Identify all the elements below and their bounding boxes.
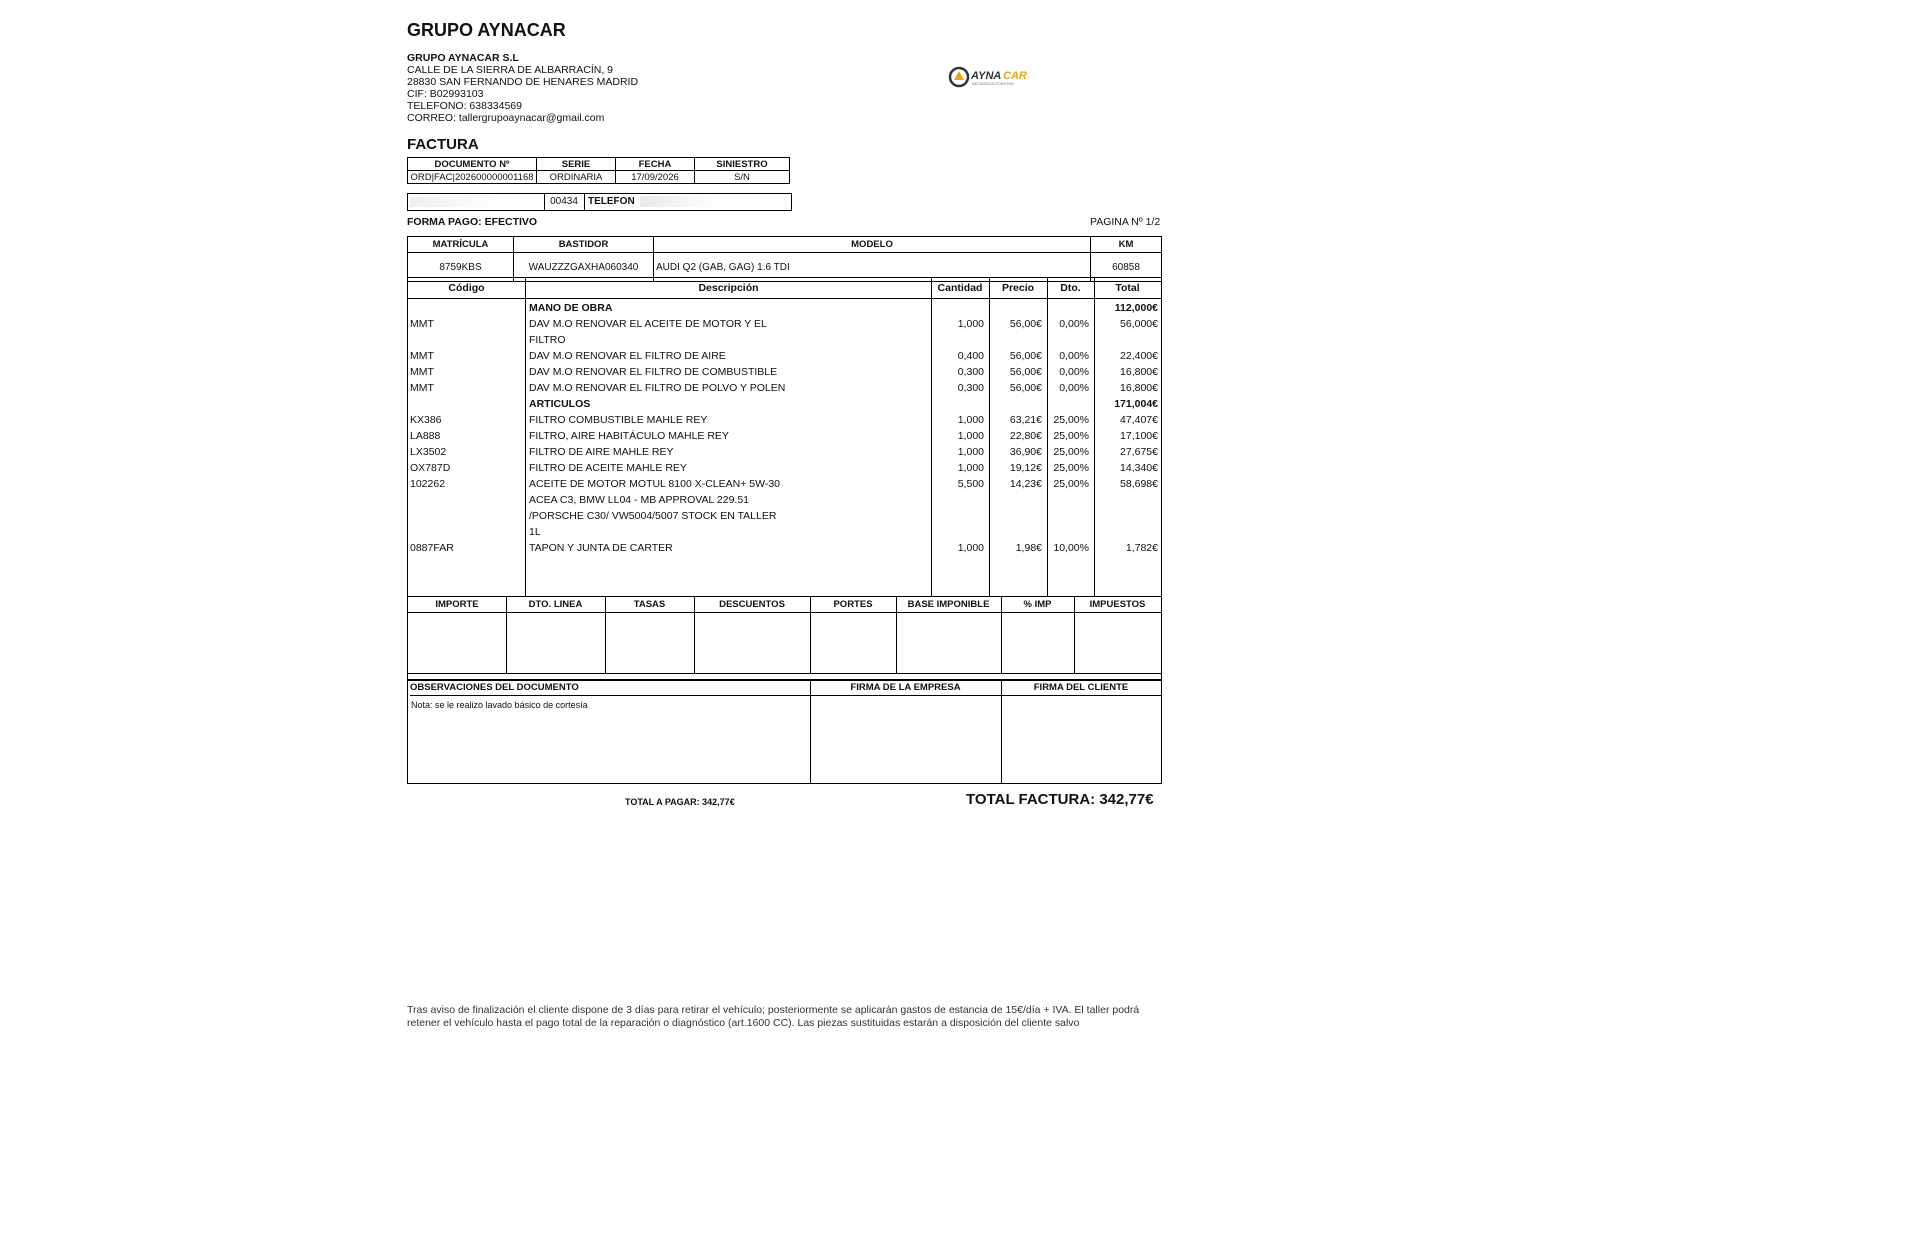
model-value: AUDI Q2 (GAB, GAG) 1.6 TDI xyxy=(654,253,1091,282)
item-description: FILTRO DE AIRE MAHLE REY xyxy=(529,446,674,458)
item-price: 56,00€ xyxy=(1009,350,1042,362)
line-item-row xyxy=(408,348,1161,364)
item-description: 1L xyxy=(529,526,541,538)
item-code: KX386 xyxy=(410,414,442,426)
item-total: 14,340€ xyxy=(1120,462,1158,474)
item-total: 112,000€ xyxy=(1114,302,1158,314)
client-phone-label: TELEFON xyxy=(588,196,635,207)
item-discount: 25,00% xyxy=(1053,414,1089,426)
item-total: 22,400€ xyxy=(1120,350,1158,362)
plate-value: 8759KBS xyxy=(408,253,514,282)
item-price: 19,12€ xyxy=(1009,462,1042,474)
item-quantity: 1,000 xyxy=(957,446,984,458)
doc-claim-header: SINIESTRO xyxy=(695,158,790,171)
item-discount: 10,00% xyxy=(1053,542,1089,554)
line-item-row xyxy=(408,460,1161,476)
item-total: 17,100€ xyxy=(1120,430,1158,442)
svg-text:CAR: CAR xyxy=(1003,70,1027,82)
item-discount: 25,00% xyxy=(1053,478,1089,490)
tax-percent-header: % IMP xyxy=(1001,597,1074,613)
item-total: 16,800€ xyxy=(1120,366,1158,378)
item-discount: 0,00% xyxy=(1059,382,1089,394)
line-item-row xyxy=(408,444,1161,460)
item-price: 63,21€ xyxy=(1009,414,1042,426)
company-signature-header: FIRMA DE LA EMPRESA xyxy=(810,680,1001,696)
item-code: OX787D xyxy=(410,462,451,474)
svg-text:MECÁNICA AUTOMOTRIZ: MECÁNICA AUTOMOTRIZ xyxy=(972,82,1015,86)
item-price: 14,23€ xyxy=(1009,478,1042,490)
doc-series: ORDINARIA xyxy=(537,171,616,184)
model-header: MODELO xyxy=(654,237,1091,253)
section-row xyxy=(408,396,1161,412)
item-description: ACEA C3, BMW LL04 - MB APPROVAL 229.51 xyxy=(529,494,750,506)
item-total: 171,004€ xyxy=(1114,398,1158,410)
doc-date-header: FECHA xyxy=(616,158,695,171)
document-title: FACTURA xyxy=(407,136,479,153)
invoice-lines xyxy=(407,277,1162,597)
footer-terms: Tras aviso de finalización el cliente dispone de 3 días para retirar el vehículo; posteriormente se aplicarán gastos de estancia de 15€/día + IVA. El taller podrá retener el vehículo hasta el pago total de la reparación o diagnóstico (art.1600 CC). Las piezas sustituidas estarán a disposición del cliente salvo xyxy=(407,1004,1140,1029)
importe-header: IMPORTE xyxy=(408,597,506,613)
doc-date: 17/09/2026 xyxy=(616,171,695,184)
client-code: 00434 xyxy=(550,196,578,207)
item-discount: 0,00% xyxy=(1059,350,1089,362)
description-header: Descripción xyxy=(526,278,931,299)
item-description: ACEITE DE MOTOR MOTUL 8100 X-CLEAN+ 5W-30 xyxy=(529,478,781,490)
line-item-row xyxy=(408,492,1161,508)
tax-base-header: BASE IMPONIBLE xyxy=(896,597,1001,613)
item-code: 0887FAR xyxy=(410,542,454,554)
company-info xyxy=(407,52,638,124)
doc-number: ORD|FAC|202600000001168 xyxy=(408,171,537,184)
item-quantity: 1,000 xyxy=(957,430,984,442)
item-quantity: 1,000 xyxy=(957,414,984,426)
client-bar xyxy=(407,193,792,211)
item-code: MMT xyxy=(410,350,434,362)
observations-section xyxy=(407,679,1162,784)
item-description: DAV M.O RENOVAR EL ACEITE DE MOTOR Y EL xyxy=(529,318,767,330)
company-title: GRUPO AYNACAR xyxy=(407,20,566,40)
line-item-row xyxy=(408,428,1161,444)
item-quantity: 0,300 xyxy=(957,366,984,378)
item-description: FILTRO, AIRE HABITÁCULO MAHLE REY xyxy=(529,430,729,442)
item-description: DAV M.O RENOVAR EL FILTRO DE AIRE xyxy=(529,350,726,362)
item-price: 56,00€ xyxy=(1009,382,1042,394)
document-info-table xyxy=(407,157,790,184)
item-code: 102262 xyxy=(410,478,446,490)
item-code: MMT xyxy=(410,366,434,378)
item-price: 56,00€ xyxy=(1009,318,1042,330)
item-quantity: 1,000 xyxy=(957,542,984,554)
item-quantity: 1,000 xyxy=(957,462,984,474)
logo-icon xyxy=(948,66,1040,88)
doc-series-header: SERIE xyxy=(537,158,616,171)
item-discount: 0,00% xyxy=(1059,366,1089,378)
company-cif: CIF: B02993103 xyxy=(407,88,484,100)
item-description: FILTRO DE ACEITE MAHLE REY xyxy=(529,462,687,474)
item-quantity: 0,400 xyxy=(957,350,984,362)
shipping-header: PORTES xyxy=(810,597,896,613)
item-code: LA888 xyxy=(410,430,441,442)
line-item-row xyxy=(408,524,1161,540)
company-name: GRUPO AYNACAR S.L xyxy=(407,52,519,64)
company-email: CORREO: tallergrupoaynacar@gmail.com xyxy=(407,112,605,124)
item-description: DAV M.O RENOVAR EL FILTRO DE POLVO Y POLEN xyxy=(529,382,786,394)
total-to-pay: TOTAL A PAGAR: 342,77€ xyxy=(625,797,735,807)
vin-header: BASTIDOR xyxy=(514,237,654,253)
taxes-header: TASAS xyxy=(605,597,694,613)
company-address-line1: CALLE DE LA SIERRA DE ALBARRACÍN, 9 xyxy=(407,64,614,76)
item-description: /PORSCHE C30/ VW5004/5007 STOCK EN TALLER xyxy=(529,510,777,522)
line-discount-header: DTO. LINEA xyxy=(506,597,605,613)
svg-text:AYNA: AYNA xyxy=(971,70,1002,82)
client-name-redacted xyxy=(408,194,545,210)
km-header: KM xyxy=(1091,237,1162,253)
divider xyxy=(584,194,585,210)
km-value: 60858 xyxy=(1091,253,1162,282)
price-header: Precio xyxy=(989,278,1047,299)
observations-header: OBSERVACIONES DEL DOCUMENTO xyxy=(410,680,810,696)
item-total: 1,782€ xyxy=(1125,542,1158,554)
company-address-line2: 28830 SAN FERNANDO DE HENARES MADRID xyxy=(407,76,639,88)
discounts-header: DESCUENTOS xyxy=(694,597,810,613)
item-discount: 25,00% xyxy=(1053,462,1089,474)
item-total: 16,800€ xyxy=(1120,382,1158,394)
item-discount: 0,00% xyxy=(1059,318,1089,330)
item-quantity: 0,300 xyxy=(957,382,984,394)
plate-header: MATRÍCULA xyxy=(408,237,514,253)
line-item-row xyxy=(408,332,1161,348)
item-quantity: 5,500 xyxy=(957,478,984,490)
item-description: FILTRO xyxy=(529,334,566,346)
line-item-row xyxy=(408,540,1161,556)
item-code: MMT xyxy=(410,318,434,330)
page-number: PAGINA Nº 1/2 xyxy=(1090,216,1161,228)
line-item-row xyxy=(408,508,1161,524)
item-discount: 25,00% xyxy=(1053,446,1089,458)
item-description: ARTICULOS xyxy=(529,398,591,410)
item-description: TAPON Y JUNTA DE CARTER xyxy=(529,542,673,554)
line-item-row xyxy=(408,412,1161,428)
line-item-row xyxy=(408,316,1161,332)
item-description: FILTRO COMBUSTIBLE MAHLE REY xyxy=(529,414,708,426)
item-total: 56,000€ xyxy=(1120,318,1158,330)
total-header: Total xyxy=(1094,278,1161,299)
line-item-row xyxy=(408,380,1161,396)
item-total: 27,675€ xyxy=(1120,446,1158,458)
item-price: 22,80€ xyxy=(1009,430,1042,442)
vehicle-table xyxy=(407,236,1162,282)
line-item-row xyxy=(408,476,1161,492)
company-logo xyxy=(948,66,1040,88)
section-row xyxy=(408,300,1161,316)
item-quantity: 1,000 xyxy=(957,318,984,330)
client-signature-header: FIRMA DEL CLIENTE xyxy=(1001,680,1161,696)
item-discount: 25,00% xyxy=(1053,430,1089,442)
doc-number-header: DOCUMENTO Nº xyxy=(408,158,537,171)
item-price: 1,98€ xyxy=(1015,542,1042,554)
discount-header: Dto. xyxy=(1047,278,1094,299)
observation-note: Nota: se le realizo lavado básico de cortesía xyxy=(411,700,588,710)
quantity-header: Cantidad xyxy=(931,278,989,299)
invoice-total: TOTAL FACTURA: 342,77€ xyxy=(966,791,1154,808)
item-code: MMT xyxy=(410,382,434,394)
item-description: DAV M.O RENOVAR EL FILTRO DE COMBUSTIBLE xyxy=(529,366,778,378)
line-item-row xyxy=(408,364,1161,380)
tax-amount-header: IMPUESTOS xyxy=(1074,597,1161,613)
code-header: Código xyxy=(408,278,525,299)
vin-value: WAUZZZGAXHA060340 xyxy=(514,253,654,282)
item-price: 56,00€ xyxy=(1009,366,1042,378)
item-total: 58,698€ xyxy=(1120,478,1158,490)
payment-method: FORMA PAGO: EFECTIVO xyxy=(407,216,538,228)
item-code: LX3502 xyxy=(410,446,447,458)
item-total: 47,407€ xyxy=(1120,414,1158,426)
client-phone-redacted xyxy=(640,196,720,207)
item-description: MANO DE OBRA xyxy=(529,302,613,314)
item-price: 36,90€ xyxy=(1009,446,1042,458)
company-phone: TELEFONO: 638334569 xyxy=(407,100,522,112)
doc-claim: S/N xyxy=(695,171,790,184)
totals-table xyxy=(407,597,1162,681)
